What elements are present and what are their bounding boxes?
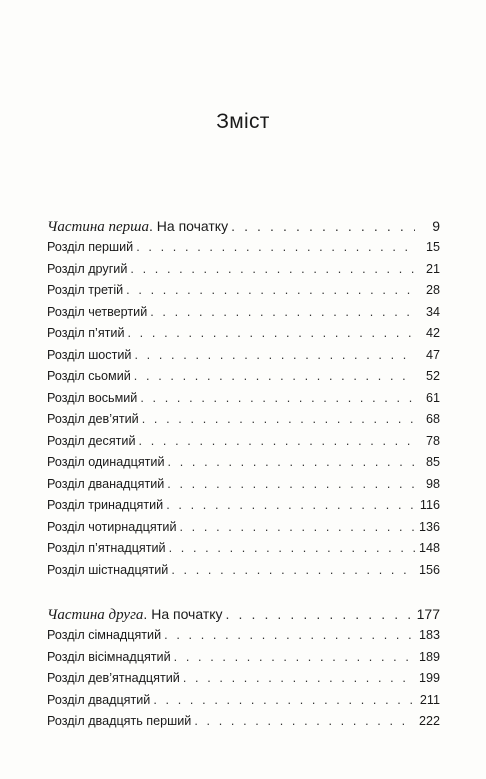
chapter-label: Розділ другий — [47, 261, 128, 276]
page-number: 68 — [425, 412, 440, 426]
page-number: 183 — [418, 628, 440, 642]
toc-row[interactable] — [47, 348, 440, 370]
toc-row[interactable] — [47, 671, 440, 693]
chapter-label: Розділ шостий — [47, 347, 132, 362]
page-number: 136 — [418, 519, 440, 534]
toc-row[interactable] — [47, 326, 440, 348]
dot-leader — [139, 434, 415, 448]
part-label: Частина друга. На початку — [47, 606, 223, 623]
part-label: Частина перша. На початку — [47, 218, 229, 235]
page-number: 177 — [416, 606, 440, 622]
chapter-label: Розділ шістнадцятий — [47, 562, 169, 577]
chapter-label: Розділ дев’ятнадцятий — [47, 671, 180, 685]
page-number: 189 — [418, 649, 440, 664]
toc-part-1[interactable] — [47, 218, 440, 240]
page-number: 222 — [418, 714, 440, 728]
dot-leader — [167, 477, 415, 491]
page-number: 85 — [425, 455, 440, 469]
toc-row[interactable] — [47, 305, 440, 327]
page-number: 211 — [419, 692, 440, 707]
chapter-label: Розділ чотирнадцятий — [47, 519, 177, 534]
dot-leader — [226, 606, 414, 622]
chapter-label: Розділ перший — [47, 240, 134, 254]
toc-row[interactable] — [47, 693, 440, 715]
chapter-label: Розділ п’ятий — [47, 326, 125, 340]
dot-leader — [166, 498, 415, 512]
toc-row[interactable] — [47, 714, 440, 736]
toc-row[interactable] — [47, 240, 440, 262]
chapter-label: Розділ двадцятий — [47, 692, 151, 707]
page-number: 156 — [418, 562, 440, 577]
page-number: 61 — [425, 390, 440, 405]
toc-row[interactable] — [47, 391, 440, 413]
toc-row[interactable] — [47, 563, 440, 585]
page-number: 78 — [425, 433, 440, 448]
dot-leader — [183, 671, 415, 685]
dot-leader — [174, 650, 415, 664]
dot-leader — [153, 693, 415, 707]
toc-row[interactable] — [47, 520, 440, 542]
toc-part-2[interactable] — [47, 606, 440, 628]
toc-row[interactable] — [47, 283, 440, 305]
chapter-label: Розділ третій — [47, 283, 124, 297]
page-number: 9 — [432, 218, 440, 234]
toc-row[interactable] — [47, 455, 440, 477]
toc-row[interactable] — [47, 650, 440, 672]
toc-row[interactable] — [47, 541, 440, 563]
page-number: 199 — [418, 671, 440, 685]
chapter-label: Розділ четвертий — [47, 304, 148, 319]
dot-leader — [194, 714, 415, 728]
section-gap — [47, 584, 440, 606]
dot-leader — [134, 348, 415, 362]
page-number: 116 — [419, 498, 440, 512]
dot-leader — [171, 563, 415, 577]
chapter-label: Розділ вісімнадцятий — [47, 649, 171, 664]
page-number: 21 — [425, 261, 440, 276]
chapter-label: Розділ двадцять перший — [47, 714, 192, 728]
page-number: 15 — [425, 240, 440, 254]
dot-leader — [164, 628, 415, 642]
dot-leader — [179, 520, 415, 534]
page-number: 47 — [425, 347, 440, 362]
chapter-label: Розділ дванадцятий — [47, 476, 165, 491]
page-number: 28 — [425, 283, 440, 297]
page-number: 98 — [425, 476, 440, 491]
toc-row[interactable] — [47, 369, 440, 391]
chapter-label: Розділ восьмий — [47, 390, 138, 405]
dot-leader — [142, 412, 415, 426]
page-number: 148 — [418, 541, 440, 555]
dot-leader — [168, 455, 416, 469]
chapter-label: Розділ сьомий — [47, 369, 131, 383]
chapter-label: Розділ п’ятнадцятий — [47, 541, 166, 555]
chapter-label: Розділ десятий — [47, 433, 136, 448]
dot-leader — [130, 262, 415, 276]
toc-row[interactable] — [47, 498, 440, 520]
dot-leader — [231, 218, 415, 234]
page-number: 52 — [425, 369, 440, 383]
dot-leader — [150, 305, 415, 319]
chapter-label: Розділ тринадцятий — [47, 498, 164, 512]
table-of-contents — [47, 218, 440, 736]
toc-row[interactable] — [47, 412, 440, 434]
chapter-label: Розділ сімнадцятий — [47, 628, 162, 642]
dot-leader — [127, 326, 415, 340]
dot-leader — [140, 391, 415, 405]
chapter-label: Розділ дев’ятий — [47, 412, 139, 426]
dot-leader — [169, 541, 415, 555]
page-number: 42 — [425, 326, 440, 340]
dot-leader — [126, 283, 415, 297]
chapter-label: Розділ одинадцятий — [47, 455, 165, 469]
toc-row[interactable] — [47, 477, 440, 499]
page-number: 34 — [425, 304, 440, 319]
dot-leader — [136, 240, 415, 254]
toc-row[interactable] — [47, 434, 440, 456]
toc-row[interactable] — [47, 262, 440, 284]
page-title: Зміст — [216, 110, 270, 133]
toc-row[interactable] — [47, 628, 440, 650]
dot-leader — [134, 369, 415, 383]
